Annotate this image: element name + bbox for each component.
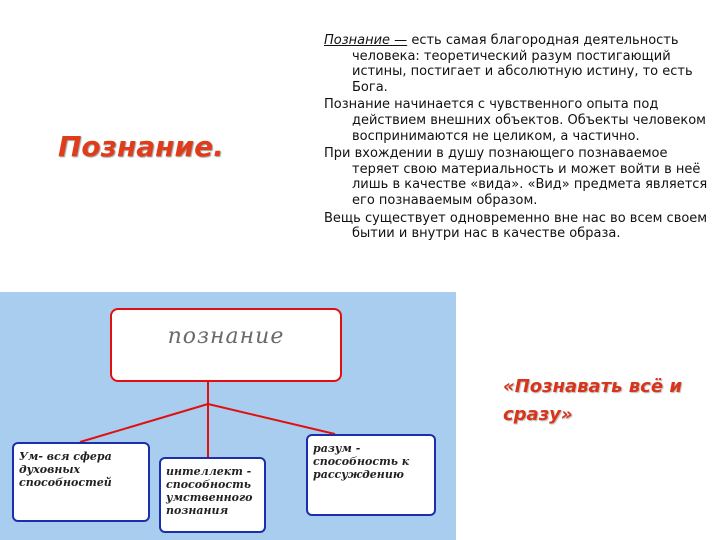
cognition-diagram [0, 292, 456, 540]
paragraph-4: Вещь существует одновременно вне нас во всем своем бытии и внутри нас в качестве образа. [324, 210, 708, 242]
slide-title: Познание. [58, 130, 224, 163]
slide-quote: «Познавать всё и сразу» [503, 376, 682, 425]
paragraph-3: При вхождении в душу познающего познаваемое теряет свою материальность и может войти в неё лишь в качестве «вида». «Вид» предмета является его познаваемым образом. [324, 146, 708, 208]
paragraph-1-lead: Познание — [324, 33, 408, 48]
diagram-child-reason: разум - способность к рассуждению [306, 434, 436, 516]
paragraph-1 [324, 33, 714, 95]
diagram-root-box: познание [110, 308, 342, 382]
paragraph-1-text: есть самая благородная деятельность человека: теоретический разум постигающий истины, постигает и абсолютную истину, то есть Бога. [352, 33, 693, 95]
diagram-child-intellect: интеллект - способность умственного познания [159, 457, 266, 533]
paragraph-2: Познание начинается с чувственного опыта под действием внешних объектов. Объекты человеком воспринимаются не целиком, а частично. [324, 97, 706, 144]
diagram-child-mind: Ум- вся сфера духовных способностей [12, 442, 150, 522]
connector-left [80, 404, 208, 442]
definition-text [324, 33, 714, 244]
connector-right [208, 404, 335, 434]
